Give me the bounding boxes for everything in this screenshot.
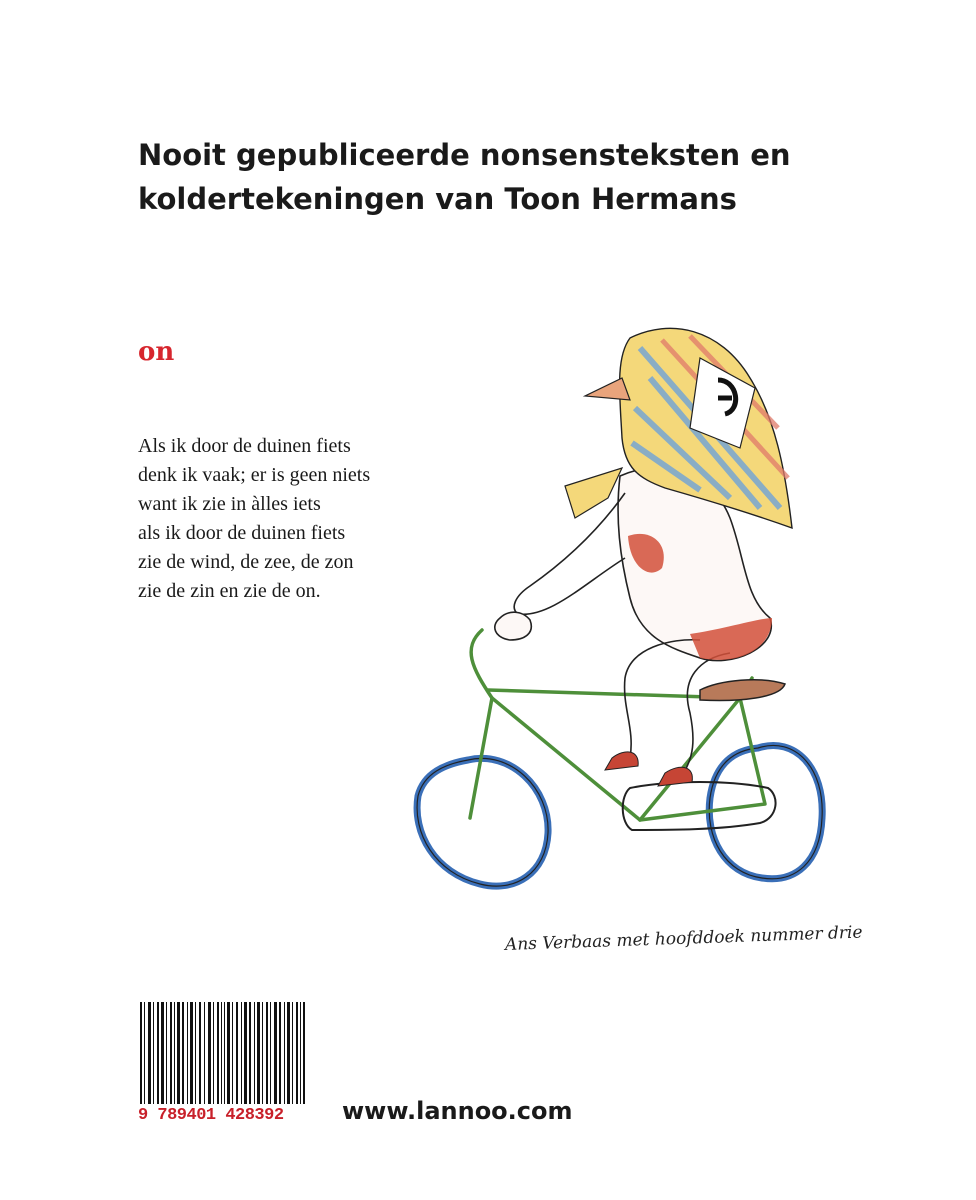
illustration-caption: Ans Verbaas met hoofddoek nummer drie xyxy=(504,922,863,955)
front-wheel xyxy=(417,758,548,886)
publisher-website: www.lannoo.com xyxy=(342,1097,573,1125)
shoe xyxy=(658,767,692,786)
headline-line-1: Nooit gepubliceerde nonsensteksten en xyxy=(138,138,791,172)
poem-title: on xyxy=(138,337,175,367)
poem-line: als ik door de duinen fiets xyxy=(138,522,346,544)
saddle xyxy=(700,680,785,701)
poem-line: denk ik vaak; er is geen niets xyxy=(138,464,371,486)
rider-body xyxy=(495,468,772,778)
cover-headline xyxy=(138,133,791,221)
poem-text xyxy=(138,432,370,606)
rear-wheel xyxy=(709,745,822,878)
cyclist-illustration xyxy=(400,318,860,908)
isbn-number: 9 789401 428392 xyxy=(138,1104,306,1128)
poem-line: Als ik door de duinen fiets xyxy=(138,435,351,457)
poem-line: want ik zie in àlles iets xyxy=(138,493,321,515)
poem-line: zie de zin en zie de on. xyxy=(138,580,321,602)
shoe xyxy=(605,752,638,770)
headline-line-2: koldertekeningen van Toon Hermans xyxy=(138,182,737,216)
poem-line: zie de wind, de zee, de zon xyxy=(138,551,354,573)
